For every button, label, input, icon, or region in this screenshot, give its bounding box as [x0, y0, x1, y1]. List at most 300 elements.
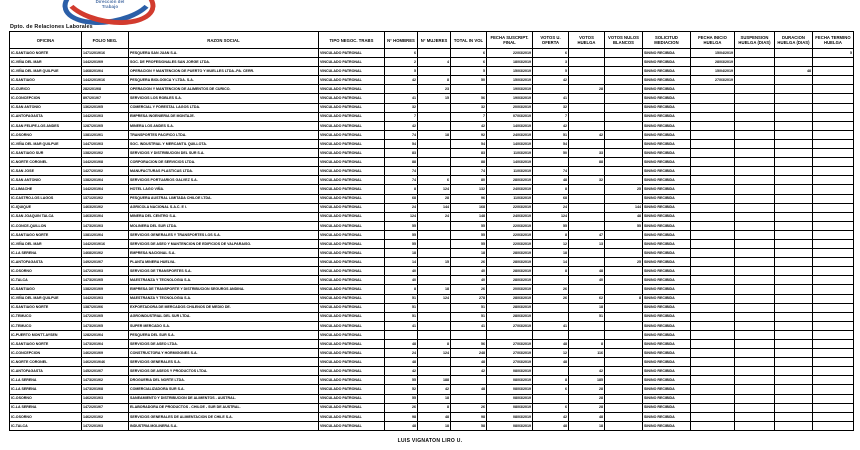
cell-fecha-termino-huelga [813, 330, 854, 339]
cell-fecha-suscripcion: 08/03/2019 [487, 376, 533, 385]
cell-folio-neg: 1387/2019/6 [82, 303, 129, 312]
cell-votos-ultima-oferta: 55 [533, 221, 569, 230]
cell-fecha-termino-huelga [813, 321, 854, 330]
table-row [10, 112, 854, 121]
cell-votos-nulos-blancos [605, 276, 643, 285]
cell-fecha-termino-huelga [813, 221, 854, 230]
cell-n-mujeres: 124 [418, 349, 451, 358]
cell-folio-neg: 1442/2019/8 [82, 158, 129, 167]
cell-folio-neg: 1382/2019/9 [82, 285, 129, 294]
cell-fecha-termino-huelga [813, 112, 854, 121]
cell-n-mujeres: 23 [418, 85, 451, 94]
cell-duracion-huelga [775, 76, 813, 85]
cell-total-invol: 54 [451, 139, 487, 148]
cell-fecha-termino-huelga [813, 85, 854, 94]
cell-votos-ultima-oferta: 8 [533, 185, 569, 194]
cell-razon-social: MINERA DEL CENTRO S.A. [129, 212, 319, 221]
cell-n-hombres: 55 [385, 394, 418, 403]
cell-duracion-huelga [775, 94, 813, 103]
cell-votos-huelga: 33 [569, 149, 605, 158]
cell-oficina: IC-ANTOFAGASTA [10, 258, 82, 267]
cell-fecha-inicio-huelga [691, 158, 735, 167]
cell-fecha-termino-huelga [813, 194, 854, 203]
table-row [10, 85, 854, 94]
cell-fecha-inicio-huelga [691, 285, 735, 294]
cell-fecha-termino-huelga [813, 403, 854, 412]
cell-fecha-suscripcion: 20/03/2019 [487, 285, 533, 294]
cell-votos-ultima-oferta: 48 [533, 358, 569, 367]
cell-total-invol: 26 [451, 285, 487, 294]
cell-votos-huelga [569, 49, 605, 58]
cell-n-mujeres: 18 [418, 130, 451, 139]
cell-fecha-suscripcion: 08/03/2019 [487, 394, 533, 403]
table-row [10, 130, 854, 139]
cell-tipo-negoc: VINCULADO PATRONAL [319, 421, 385, 430]
cell-n-mujeres [418, 167, 451, 176]
cell-fecha-suscripcion: 22/03/2019 [487, 239, 533, 248]
cell-n-mujeres: 8 [418, 403, 451, 412]
cell-n-mujeres: 124 [418, 294, 451, 303]
cell-suspension-huelga [735, 349, 775, 358]
cell-razon-social: EMPRESA NACIONAL S.A. [129, 249, 319, 258]
cell-fecha-termino-huelga [813, 349, 854, 358]
cell-folio-neg: 1473/2019/5 [82, 321, 129, 330]
cell-fecha-suscripcion: 14/03/2019 [487, 139, 533, 148]
cell-n-mujeres [418, 67, 451, 76]
cell-oficina: IC-LA SERENA [10, 376, 82, 385]
cell-votos-ultima-oferta [533, 394, 569, 403]
cell-tipo-negoc: VINCULADO PATRONAL [319, 194, 385, 203]
cell-votos-huelga: 48 [569, 412, 605, 421]
cell-duracion-huelga [775, 367, 813, 376]
cell-solicitud-mediacion: SIN/NO RECIBIDA [643, 394, 691, 403]
cell-n-mujeres [418, 139, 451, 148]
cell-total-invol: 26 [451, 258, 487, 267]
cell-suspension-huelga [735, 203, 775, 212]
table-row [10, 321, 854, 330]
table-row [10, 176, 854, 185]
cell-fecha-suscripcion: 08/03/2019 [487, 367, 533, 376]
cell-oficina: IC-PUERTO MONTT-AYSEN [10, 330, 82, 339]
cell-duracion-huelga [775, 49, 813, 58]
cell-total-invol [451, 85, 487, 94]
cell-oficina: IC-CONCEPCION [10, 349, 82, 358]
table-row [10, 267, 854, 276]
logo-text [76, 0, 144, 9]
cell-duracion-huelga [775, 112, 813, 121]
cell-oficina: IC-LA SERENA [10, 249, 82, 258]
table-row [10, 412, 854, 421]
cell-votos-nulos-blancos [605, 367, 643, 376]
cell-solicitud-mediacion: SIN/NO RECIBIDA [643, 412, 691, 421]
col-header-votos-ultima-oferta: VOTOS U. OFERTA [533, 32, 569, 49]
cell-votos-ultima-oferta: 42 [533, 76, 569, 85]
cell-oficina: IC-CASTRO-LOS LAGOS [10, 194, 82, 203]
cell-votos-huelga: 32 [569, 176, 605, 185]
cell-solicitud-mediacion: SIN/NO RECIBIDA [643, 258, 691, 267]
cell-solicitud-mediacion: SIN/NO RECIBIDA [643, 76, 691, 85]
cell-tipo-negoc: VINCULADO PATRONAL [319, 367, 385, 376]
table-row [10, 312, 854, 321]
cell-votos-ultima-oferta: 48 [533, 421, 569, 430]
cell-suspension-huelga [735, 394, 775, 403]
cell-razon-social: SERVICIOS GENERALES S.A. [129, 358, 319, 367]
cell-votos-ultima-oferta: 6 [533, 403, 569, 412]
cell-fecha-suscripcion: 15/03/2019 [487, 76, 533, 85]
cell-votos-nulos-blancos [605, 376, 643, 385]
cell-n-hombres: 83 [385, 149, 418, 158]
cell-n-hombres: 2 [385, 58, 418, 67]
logo-text-line2: Trabajo [101, 4, 119, 10]
cell-tipo-negoc: VINCULADO PATRONAL [319, 167, 385, 176]
cell-oficina: IC-NORTE CORONEL [10, 358, 82, 367]
cell-fecha-suscripcion: 28/03/2019 [487, 294, 533, 303]
cell-folio-neg: 1382/2019/2 [82, 149, 129, 158]
cell-folio-neg: 1362/2019/5 [82, 103, 129, 112]
cell-n-hombres: 52 [385, 385, 418, 394]
cell-votos-ultima-oferta: 24 [533, 203, 569, 212]
cell-n-hombres: 55 [385, 239, 418, 248]
cell-suspension-huelga [735, 312, 775, 321]
cell-suspension-huelga [735, 421, 775, 430]
cell-folio-neg: 1463/2019/4 [82, 212, 129, 221]
cell-votos-nulos-blancos: 144 [605, 203, 643, 212]
cell-razon-social: TRANSPORTES PACIFICO LTDA. [129, 130, 319, 139]
cell-votos-nulos-blancos: 48 [605, 212, 643, 221]
cell-votos-nulos-blancos [605, 176, 643, 185]
col-header-fecha-termino-huelga: FECHA TERMINO HUELGA [813, 32, 854, 49]
cell-tipo-negoc: VINCULADO PATRONAL [319, 239, 385, 248]
cell-razon-social: OPERACION Y MANTENCION DE ALIMENTOS DE CURICO. [129, 85, 319, 94]
cell-duracion-huelga [775, 230, 813, 239]
col-header-fecha-suscripcion: FECHA SUSCRIPT. FINAL [487, 32, 533, 49]
cell-folio-neg: 897/2019/7 [82, 94, 129, 103]
table-row [10, 385, 854, 394]
cell-n-hombres: 48 [385, 340, 418, 349]
cell-suspension-huelga [735, 358, 775, 367]
cell-suspension-huelga [735, 94, 775, 103]
table-row [10, 67, 854, 76]
cell-tipo-negoc: VINCULADO PATRONAL [319, 321, 385, 330]
cell-fecha-suscripcion: 24/03/2019 [487, 130, 533, 139]
cell-duracion-huelga [775, 412, 813, 421]
cell-votos-ultima-oferta: 7 [533, 112, 569, 121]
cell-votos-nulos-blancos [605, 67, 643, 76]
cell-suspension-huelga [735, 267, 775, 276]
cell-fecha-suscripcion: 28/03/2019 [487, 276, 533, 285]
cell-votos-nulos-blancos [605, 349, 643, 358]
cell-tipo-negoc: VINCULADO PATRONAL [319, 249, 385, 258]
cell-votos-huelga: 62 [569, 294, 605, 303]
cell-tipo-negoc: VINCULADO PATRONAL [319, 185, 385, 194]
cell-votos-ultima-oferta: 42 [533, 121, 569, 130]
cell-duracion-huelga [775, 303, 813, 312]
cell-total-invol: 74 [451, 167, 487, 176]
col-header-votos-nulos-blancos: VOTOS NULOS BLANCOS [605, 32, 643, 49]
cell-fecha-suscripcion: 20/03/2019 [487, 103, 533, 112]
cell-duracion-huelga [775, 312, 813, 321]
cell-fecha-suscripcion: 08/03/2019 [487, 403, 533, 412]
cell-votos-huelga [569, 139, 605, 148]
cell-fecha-suscripcion: 27/03/2019 [487, 340, 533, 349]
cell-n-hombres: 74 [385, 176, 418, 185]
cell-votos-nulos-blancos [605, 76, 643, 85]
cell-oficina: IC-SANTIAGO NORTE [10, 230, 82, 239]
cell-total-invol: 96 [451, 194, 487, 203]
cell-folio-neg: 1381/2019/4 [82, 230, 129, 239]
cell-fecha-inicio-huelga [691, 121, 735, 130]
cell-tipo-negoc: VINCULADO PATRONAL [319, 130, 385, 139]
cell-total-invol: 55 [451, 221, 487, 230]
cell-suspension-huelga [735, 67, 775, 76]
cell-solicitud-mediacion: SIN/NO RECIBIDA [643, 112, 691, 121]
cell-fecha-suscripcion [487, 330, 533, 339]
cell-total-invol: 48 [451, 358, 487, 367]
cell-suspension-huelga [735, 158, 775, 167]
cell-fecha-termino-huelga [813, 103, 854, 112]
cell-n-mujeres [418, 121, 451, 130]
cell-n-mujeres [418, 321, 451, 330]
cell-votos-ultima-oferta [533, 312, 569, 321]
table-row [10, 403, 854, 412]
cell-fecha-inicio-huelga [691, 212, 735, 221]
cell-votos-ultima-oferta: 8 [533, 267, 569, 276]
cell-total-invol: 80 [451, 176, 487, 185]
cell-oficina: IC-IQUIQUE [10, 203, 82, 212]
cell-duracion-huelga [775, 85, 813, 94]
cell-oficina: IC-SANTIAGO SUR [10, 149, 82, 158]
cell-votos-nulos-blancos [605, 249, 643, 258]
cell-votos-nulos-blancos [605, 139, 643, 148]
table-row [10, 58, 854, 67]
cell-tipo-negoc: VINCULADO PATRONAL [319, 276, 385, 285]
cell-suspension-huelga [735, 294, 775, 303]
cell-fecha-suscripcion: 11/03/2019 [487, 194, 533, 203]
cell-razon-social: PESQUERA DEL SUR S.A. [129, 330, 319, 339]
cell-votos-nulos-blancos [605, 58, 643, 67]
report-table [9, 31, 854, 431]
cell-solicitud-mediacion: SIN/NO RECIBIDA [643, 176, 691, 185]
cell-fecha-termino-huelga [813, 230, 854, 239]
cell-solicitud-mediacion: SIN/NO RECIBIDA [643, 103, 691, 112]
cell-n-hombres [385, 85, 418, 94]
cell-votos-ultima-oferta [533, 158, 569, 167]
cell-fecha-termino-huelga [813, 358, 854, 367]
cell-n-hombres: 41 [385, 321, 418, 330]
cell-fecha-inicio-huelga [691, 421, 735, 430]
cell-suspension-huelga [735, 303, 775, 312]
cell-oficina: IC-OSORNO [10, 394, 82, 403]
report-table-container [9, 31, 853, 431]
cell-razon-social: EMPRESA INGENIERIA DE MONTAJE. [129, 112, 319, 121]
cell-razon-social: COMERCIAL Y FORESTAL LAGOS LTDA. [129, 103, 319, 112]
cell-votos-nulos-blancos [605, 85, 643, 94]
cell-tipo-negoc: VINCULADO PATRONAL [319, 149, 385, 158]
cell-fecha-suscripcion: 11/03/2019 [487, 167, 533, 176]
cell-solicitud-mediacion: SIN/NO RECIBIDA [643, 58, 691, 67]
cell-votos-ultima-oferta: 18 [533, 249, 569, 258]
table-row [10, 49, 854, 58]
cell-total-invol: 132 [451, 185, 487, 194]
cell-fecha-termino-huelga [813, 149, 854, 158]
cell-total-invol: 55 [451, 230, 487, 239]
cell-solicitud-mediacion: SIN/NO RECIBIDA [643, 167, 691, 176]
cell-total-invol: 88 [451, 158, 487, 167]
cell-votos-ultima-oferta [533, 276, 569, 285]
cell-oficina: IC-OSORNO [10, 130, 82, 139]
cell-fecha-termino-huelga [813, 249, 854, 258]
cell-n-hombres: 54 [385, 139, 418, 148]
cell-fecha-termino-huelga [813, 376, 854, 385]
cell-fecha-inicio-huelga [691, 367, 735, 376]
cell-total-invol: 26 [451, 403, 487, 412]
cell-votos-ultima-oferta [533, 330, 569, 339]
col-header-folio-neg: FOLIO NEG. [82, 32, 129, 49]
cell-votos-huelga: 8 [569, 340, 605, 349]
cell-suspension-huelga [735, 239, 775, 248]
cell-total-invol: 5 [451, 67, 487, 76]
cell-n-mujeres [418, 112, 451, 121]
cell-fecha-suscripcion: 28/03/2019 [487, 312, 533, 321]
cell-n-hombres: 74 [385, 167, 418, 176]
cell-n-mujeres [418, 312, 451, 321]
cell-suspension-huelga [735, 167, 775, 176]
cell-n-hombres: 8 [385, 185, 418, 194]
cell-duracion-huelga [775, 149, 813, 158]
cell-total-invol: 7 [451, 112, 487, 121]
cell-votos-huelga: 47 [569, 230, 605, 239]
cell-oficina: IC-TEMUCO [10, 321, 82, 330]
cell-fecha-suscripcion: 27/03/2019 [487, 321, 533, 330]
institution-logo [62, 0, 158, 26]
cell-razon-social: SERVICIOS PORTUARIOS GALVEZ S.A. [129, 176, 319, 185]
cell-duracion-huelga [775, 58, 813, 67]
cell-duracion-huelga [775, 203, 813, 212]
cell-suspension-huelga [735, 249, 775, 258]
cell-folio-neg: 1381/2019/1 [82, 130, 129, 139]
cell-solicitud-mediacion: SIN/NO RECIBIDA [643, 130, 691, 139]
col-header-total-invol: TOTAL IN VOL [451, 32, 487, 49]
cell-total-invol: 98 [451, 412, 487, 421]
cell-votos-nulos-blancos [605, 167, 643, 176]
cell-votos-ultima-oferta: 41 [533, 94, 569, 103]
cell-votos-ultima-oferta: 26 [533, 285, 569, 294]
cell-razon-social: MINERA LOS ANDES S.A. [129, 121, 319, 130]
cell-solicitud-mediacion: SIN/NO RECIBIDA [643, 340, 691, 349]
cell-fecha-termino-huelga [813, 412, 854, 421]
cell-oficina: IC-SAN ANTONIO [10, 103, 82, 112]
cell-tipo-negoc: VINCULADO PATRONAL [319, 212, 385, 221]
cell-razon-social: SERVICIOS DE ASEO Y MANTENCION DE EDIFICIOS DE VALPARAISO. [129, 239, 319, 248]
cell-razon-social: DROGUERIA DEL NORTE LTDA. [129, 376, 319, 385]
cell-folio-neg: 1452/2019/7 [82, 367, 129, 376]
cell-suspension-huelga [735, 139, 775, 148]
cell-solicitud-mediacion: SIN/NO RECIBIDA [643, 149, 691, 158]
table-row [10, 249, 854, 258]
cell-votos-ultima-oferta: 6 [533, 49, 569, 58]
cell-fecha-inicio-huelga [691, 385, 735, 394]
cell-suspension-huelga [735, 103, 775, 112]
cell-solicitud-mediacion: SIN/NO RECIBIDA [643, 330, 691, 339]
cell-tipo-negoc: VINCULADO PATRONAL [319, 94, 385, 103]
cell-folio-neg: 1371/2019/2 [82, 194, 129, 203]
cell-solicitud-mediacion: SIN/NO RECIBIDA [643, 49, 691, 58]
cell-tipo-negoc: VINCULADO PATRONAL [319, 340, 385, 349]
table-row [10, 139, 854, 148]
cell-fecha-suscripcion: 24/03/2019 [487, 185, 533, 194]
table-row [10, 185, 854, 194]
cell-n-mujeres [418, 367, 451, 376]
cell-n-mujeres: 124 [418, 185, 451, 194]
table-row [10, 149, 854, 158]
cell-folio-neg: 1468/2019/4 [82, 67, 129, 76]
col-header-n-hombres: N° HOMBRES [385, 32, 418, 49]
cell-votos-nulos-blancos [605, 321, 643, 330]
cell-oficina: IC-SANTIAGO [10, 76, 82, 85]
cell-fecha-suscripcion: 08/03/2019 [487, 385, 533, 394]
cell-solicitud-mediacion: SIN/NO RECIBIDA [643, 349, 691, 358]
cell-fecha-suscripcion: 22/03/2019 [487, 221, 533, 230]
cell-fecha-inicio-huelga [691, 139, 735, 148]
cell-n-hombres: 51 [385, 294, 418, 303]
cell-razon-social: ELABORADORA DE PRODUCTOS - CHILOE - SUR DE AUSTRAL. [129, 403, 319, 412]
cell-votos-nulos-blancos [605, 230, 643, 239]
cell-votos-huelga [569, 321, 605, 330]
cell-votos-nulos-blancos [605, 412, 643, 421]
cell-tipo-negoc: VINCULADO PATRONAL [319, 330, 385, 339]
table-row [10, 303, 854, 312]
cell-votos-huelga: 48 [569, 267, 605, 276]
cell-n-hombres: 51 [385, 303, 418, 312]
cell-n-hombres: 55 [385, 221, 418, 230]
cell-tipo-negoc: VINCULADO PATRONAL [319, 67, 385, 76]
cell-fecha-termino-huelga [813, 276, 854, 285]
cell-votos-huelga: 18 [569, 421, 605, 430]
table-row [10, 394, 854, 403]
cell-tipo-negoc: VINCULADO PATRONAL [319, 230, 385, 239]
cell-votos-ultima-oferta [533, 85, 569, 94]
cell-fecha-termino-huelga [813, 185, 854, 194]
cell-suspension-huelga [735, 412, 775, 421]
cell-fecha-suscripcion: 28/03/2019 [487, 303, 533, 312]
cell-oficina: IC-SAN JOSE [10, 167, 82, 176]
cell-votos-ultima-oferta: 8 [533, 230, 569, 239]
cell-n-hombres: 124 [385, 212, 418, 221]
cell-tipo-negoc: VINCULADO PATRONAL [319, 221, 385, 230]
cell-folio-neg: 1473/2019/3 [82, 221, 129, 230]
cell-fecha-suscripcion: 19/03/2019 [487, 85, 533, 94]
cell-votos-ultima-oferta: 51 [533, 130, 569, 139]
cell-tipo-negoc: VINCULADO PATRONAL [319, 285, 385, 294]
cell-razon-social: COMERCIALIZADORA SUR S.A. [129, 385, 319, 394]
cell-razon-social: INDUSTRIA MOLINERA S.A. [129, 421, 319, 430]
cell-duracion-huelga [775, 194, 813, 203]
cell-votos-huelga [569, 221, 605, 230]
table-row [10, 103, 854, 112]
cell-solicitud-mediacion: SIN/NO RECIBIDA [643, 312, 691, 321]
table-row [10, 221, 854, 230]
cell-razon-social: SERVICIOS DE TRANSPORTES S.A. [129, 267, 319, 276]
cell-suspension-huelga [735, 376, 775, 385]
cell-suspension-huelga [735, 285, 775, 294]
cell-fecha-termino-huelga [813, 367, 854, 376]
table-row [10, 158, 854, 167]
cell-oficina: IC-VIÑA DEL MAR [10, 239, 82, 248]
cell-duracion-huelga [775, 258, 813, 267]
cell-total-invol: 6 [451, 49, 487, 58]
cell-fecha-inicio-huelga [691, 303, 735, 312]
cell-n-mujeres: 28 [418, 194, 451, 203]
